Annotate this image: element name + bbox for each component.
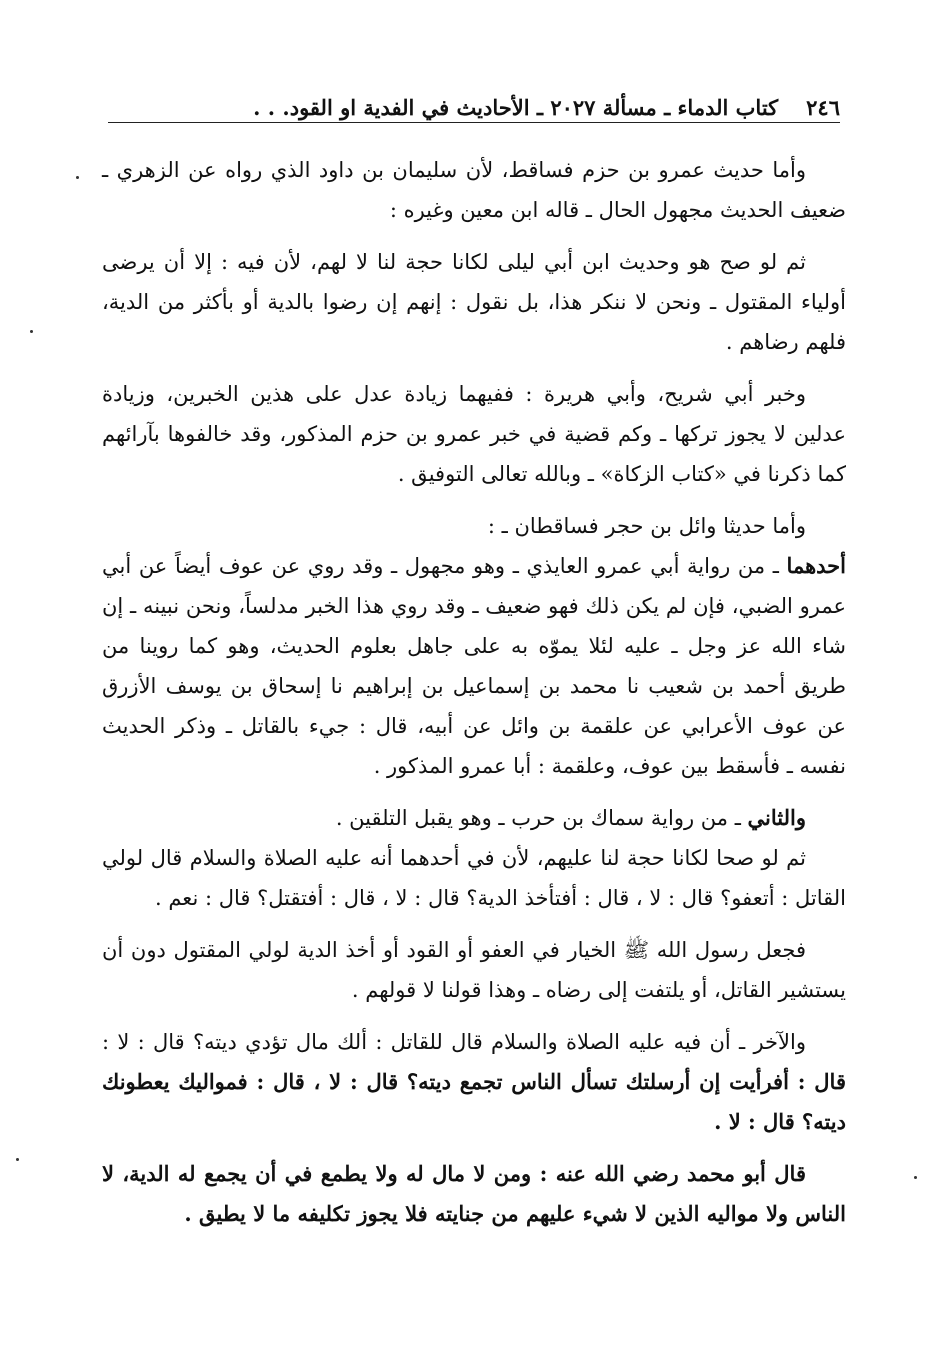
paragraph-text: قال أبو محمد رضي الله عنه : ومن لا مال له ولا يطمع في أن يجمع له الدية، لا الناس ولا مواليه الذين لا شيء عليهم من جنايته فلا يجوز تكليفه ما لا يطيق . — [102, 1161, 846, 1226]
paragraph-text: ثم لو صحا لكانا حجة لنا عليهم، لأن في أحدهما أنه عليه الصلاة والسلام قال لولي القاتل : أتعفو؟ قال : لا ، قال : أفتأخذ الدية؟ قال : لا ، قال : أفتقتل؟ قال : نعم . — [102, 846, 846, 910]
running-header — [110, 84, 840, 120]
paragraph-lead: والثاني — [747, 805, 806, 830]
page-body — [102, 150, 846, 1246]
paragraph-if-authentic — [102, 838, 846, 918]
paragraph-amr-ibn-hazm — [102, 150, 846, 230]
scan-speck — [30, 330, 33, 333]
paragraph-wail-ibn-hujr — [102, 506, 846, 546]
paragraph-abu-muhammad — [102, 1154, 846, 1234]
paragraph-ibn-abi-layla — [102, 242, 846, 362]
paragraph-text: ـ من رواية سماك بن حرب ـ وهو يقبل التلقين . — [335, 806, 748, 830]
paragraph-abi-shurayh — [102, 374, 846, 494]
scan-speck — [16, 1158, 19, 1161]
scan-speck — [76, 176, 79, 179]
paragraph-the-other — [102, 1022, 846, 1142]
paragraph-text: ثم لو صح هو وحديث ابن أبي ليلى لكانا حجة لنا لا لهم، لأن فيه : إلا أن يرضى أولياء المقتول ـ ونحن لا ننكر هذا، بل نقول : إنهم إن رضوا بالدية أو بأكثر من الدية، فلهم رضاهم . — [102, 250, 846, 354]
paragraph-second-hadith — [102, 798, 846, 838]
paragraph-lead: أحدهما — [786, 553, 846, 578]
paragraph-text: ـ من رواية أبي عمرو العايذي ـ وهو مجهول ـ وقد روي عن عوف أيضاً عن أبي عمرو الضبي، فإن لم يكن ذلك فهو ضعيف ـ وقد روي هذا الخبر مدلساً، ونحن نبينه ـ إن شاء الله عز وجل ـ عليه لئلا يموّه به على جاهل بعلوم الحديث، وهو كما روينا من طريق أحمد بن شعيب نا محمد بن إسماعيل بن إبراهيم نا إسحاق بن يوسف الأزرق عن عوف الأعرابي عن علقمة بن وائل عن أبيه، قال : جيء بالقاتل ـ وذكر الحديث نفسه ـ فأسقط بين عوف، وعلقمة : أبا عمرو المذكور . — [102, 554, 846, 778]
header-title: كتاب الدماء ـ مسألة ٢٠٢٧ ـ الأحاديث في الفدية او القود. . . — [253, 95, 779, 120]
paragraph-choice — [102, 930, 846, 1010]
paragraph-text: والآخر ـ أن فيه عليه الصلاة والسلام قال للقاتل : ألك مال تؤدي ديته؟ قال : لا : — [102, 1030, 806, 1054]
page-number: ٢٤٦ — [806, 95, 840, 120]
scan-speck — [914, 1176, 917, 1179]
paragraph-text: فجعل رسول الله ﷺ الخيار في العفو أو القود أو أخذ الدية لولي المقتول دون أن يستشير القاتل، أو يلتفت إلى رضاه ـ وهذا قولنا لا قولهم . — [102, 938, 846, 1002]
paragraph-text: وأما حديث عمرو بن حزم فساقط، لأن سليمان بن داود الذي رواه عن الزهري ـ ضعيف الحديث مجهول الحال ـ قاله ابن معين وغيره : — [102, 158, 846, 222]
paragraph-text: وأما حديثا وائل بن حجر فساقطان ـ : — [487, 514, 806, 538]
header-rule — [108, 122, 840, 123]
paragraph-bold-text: قال : أفرأيت إن أرسلتك تسأل الناس تجمع ديته؟ قال : لا ، قال : فمواليك يعطونك ديته؟ قال : لا . — [102, 1069, 846, 1134]
paragraph-text: وخبر أبي شريح، وأبي هريرة : ففيهما زيادة عدل على هذين الخبرين، وزيادة عدلين لا يجوز تركها ـ وكم قضية في خبر عمرو بن حزم المذكور، وقد خالفوها بآرائهم كما ذكرنا في «كتاب الزكاة» ـ وبالله تعالى التوفيق . — [102, 382, 846, 486]
paragraph-first-hadith — [102, 546, 846, 786]
